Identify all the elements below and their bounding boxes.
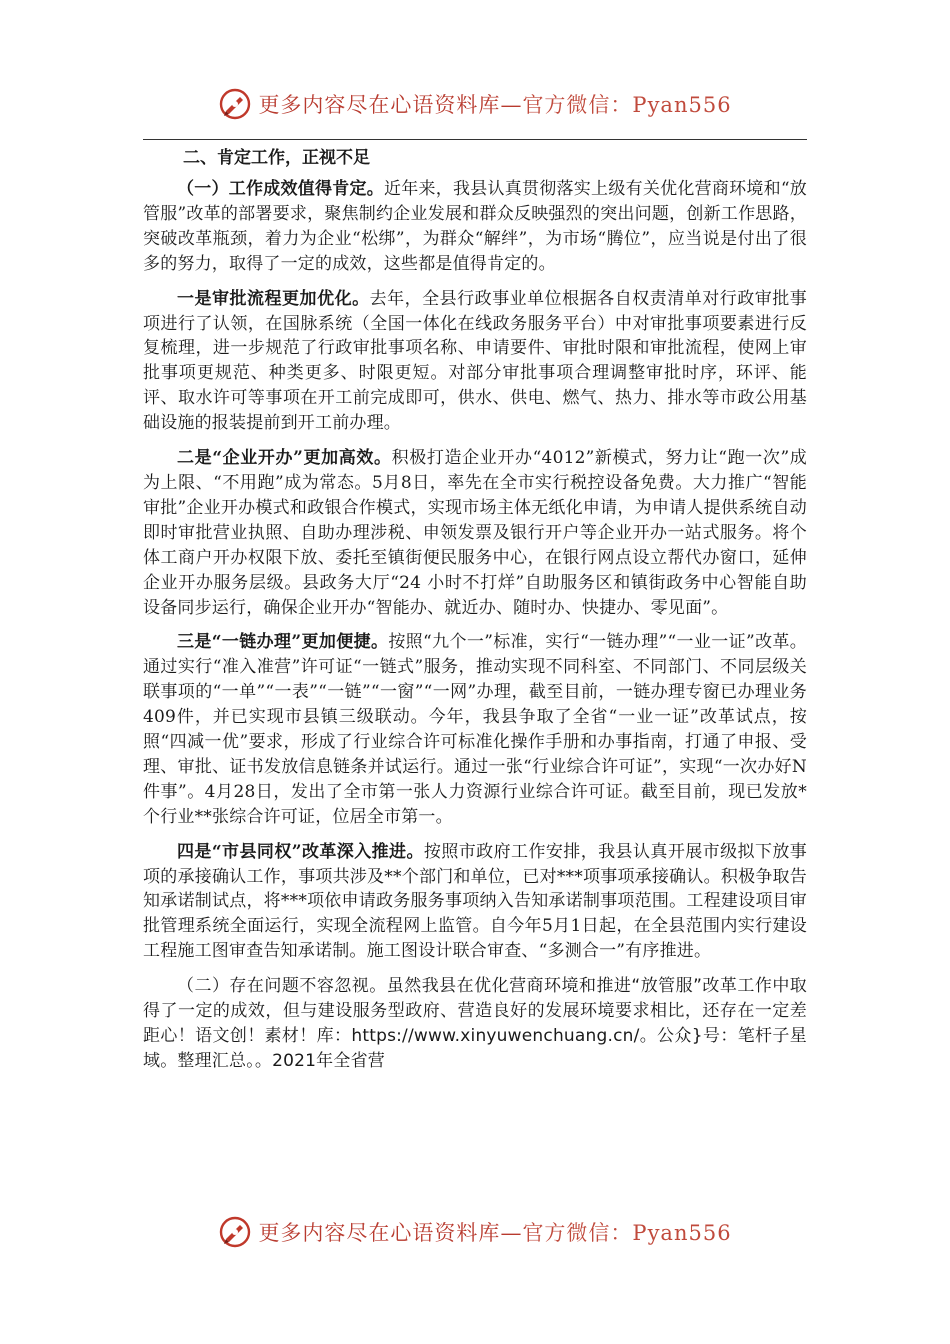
paragraph-text: 积极打造企业开办“4012”新模式，努力让“跑一次”成为上限、“不用跑”成为常态。5月8日，率先在全市实行税控设备免费。大力推广“智能审批”企业开办模式和政银合作模式，实现市场主体无纸化申请，为申请人提供系统自动即时审批营业执照、自助办理涉税、申领发票及银行开户等企业开办一站式服务。将个体工商户开办权限下放、委托至镇街便民服务中心，在银行网点设立帮代办窗口，延伸企业开办服务层级。县政务大厅“24 小时不打烊”自助服务区和镇街政务中心智能自助设备同步运行，确保企业开办“智能办、就近办、随时办、快捷办、零见面”。: [143, 448, 807, 618]
paragraph-text: 去年，全县行政事业单位根据各自权责清单对行政审批事项进行了认领，在国脉系统（全国一体化在线政务服务平台）中对审批事项要素进行反复梳理，进一步规范了行政审批事项名称、申请要件、审批时限和审批流程，使网上审批事项更规范、种类更多、时限更短。对部分审批事项合理调整审批时序，环评、能评、取水许可等事项在开工前完成即可，供水、供电、燃气、热力、排水等市政公用基础设施的报装提前到开工前办理。: [143, 288, 807, 434]
header-banner: [0, 82, 950, 126]
paragraph-text: 近年来，我县认真贯彻落实上级有关优化营商环境和“放管服”改革的部署要求，聚焦制约企业发展和群众反映强烈的突出问题，创新工作思路，突破改革瓶颈，着力为企业“松绑”，为群众“解绊”，为市场“腾位”，应当说是付出了很多的努力，取得了一定的成效，这些都是值得肯定的。: [143, 179, 807, 274]
paragraph-chain-service: [143, 630, 807, 829]
paragraph-problems: [143, 974, 807, 1074]
pen-logo-icon: [218, 1215, 252, 1249]
paragraph-lead: （一）工作成效值得肯定。: [177, 179, 385, 199]
paragraph-approval-process: [143, 287, 807, 436]
paragraph-lead: （二）存在问题不容忽视。: [177, 976, 387, 997]
paragraph-text: 按照“九个一”标准，实行“一链办理”“一业一证”改革。通过实行“准入准营”许可证“一链式”服务，推动实现不同科室、不同部门、不同层级关联事项的“一单”“一表”“一链”“一窗”“一网”办理，截至目前，一链办理专窗已办理业务409件，并已实现市县镇三级联动。今年，我县争取了全省“一业一证”改革试点，按照“四减一优”要求，形成了行业综合许可标准化操作手册和办事指南，打通了申报、受理、审批、证书发放信息链条并试运行。通过一张“行业综合许可证”，实现“一次办好N件事”。4月28日，发出了全市第一张人力资源行业综合许可证。截至目前，现已发放*个行业**张综合许可证，位居全市第一。: [143, 632, 807, 827]
paragraph-achievements: [143, 177, 807, 277]
paragraph-city-county-reform: [143, 840, 807, 965]
footer-banner: [0, 1210, 950, 1254]
paragraph-text: 虽然我县在优化营商环境和推进“放管服”改革工作中取得了一定的成效，但与建设服务型政府、营造良好的发展环境要求相比，还存在一定差距心！语文创！素材！库：https://www.xinyuwenchuang.cn/。公众}号：笔杆子星域。整理汇总。。2021年全省营: [143, 976, 807, 1071]
header-divider: [143, 139, 807, 140]
paragraph-lead: 四是“市县同权”改革深入推进。: [177, 841, 424, 862]
paragraph-lead: 一是审批流程更加优化。: [177, 288, 370, 309]
section-heading: 二、肯定工作，正视不足: [183, 148, 370, 168]
document-body: [143, 145, 807, 1084]
paragraph-enterprise-setup: [143, 446, 807, 620]
footer-banner-text: 更多内容尽在心语资料库—官方微信：Pyan556: [258, 1221, 732, 1245]
header-banner-text: 更多内容尽在心语资料库—官方微信：Pyan556: [258, 93, 732, 117]
paragraph-text: 按照市政府工作安排，我县认真开展市级拟下放事项的承接确认工作，事项共涉及**个部门和单位，已对***项事项承接确认。积极争取告知承诺制试点，将***项依申请政务服务事项纳入告知承诺制事项范围。工程建设项目审批管理系统全面运行，实现全流程网上监管。自今年5月1日起，在全县范围内实行建设工程施工图审查告知承诺制。施工图设计联合审查、“多测合一”有序推进。: [143, 841, 807, 962]
pen-logo-icon: [218, 87, 252, 121]
paragraph-lead: 二是“企业开办”更加高效。: [177, 448, 392, 469]
paragraph-lead: 三是“一链办理”更加便捷。: [177, 632, 389, 653]
